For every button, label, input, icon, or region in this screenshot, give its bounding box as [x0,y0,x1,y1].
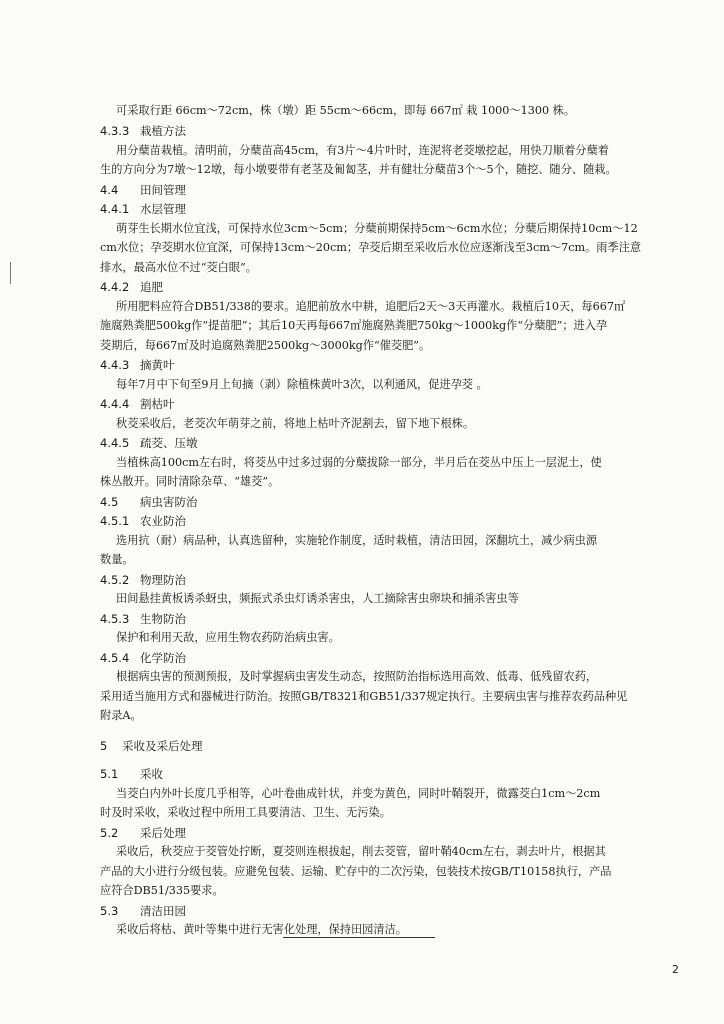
section-title: 摘黄叶 [140,358,175,373]
paragraph-line: 每年7月中下旬至9月上旬摘（剥）除植株黄叶3次，以利通风，促进孕茭 。 [116,377,488,391]
section-heading-4-4-2 [100,279,163,295]
section-number: 4.3.3 [100,124,130,139]
paragraph-line: 生的方向分为7墩～12墩，每小墩要带有老茎及匍匐茎，并有健壮分蘖苗3个～5个，随挖、随分、随栽。 [100,163,617,177]
section-title: 农业防治 [140,514,186,529]
section-heading-4-4 [100,182,186,198]
section-heading-4-4-1 [100,201,186,217]
section-number: 4.4 [100,182,119,197]
section-heading-5-2 [100,825,186,841]
section-title: 清洁田园 [140,903,186,918]
section-heading-4-4-5 [100,435,198,451]
section-heading-4-4-3 [100,357,175,373]
paragraph-line: 田间悬挂黄板诱杀蚜虫，频振式杀虫灯诱杀害虫，人工摘除害虫卵块和捕杀害虫等 [116,592,519,606]
paragraph-line: 排水，最高水位不过“茭白眼”。 [100,260,257,274]
paragraph-line: 当植株高100cm左右时，将茭丛中过多过弱的分蘖拔除一部分，半月后在茭丛中压上一层泥土，使 [116,455,602,469]
section-heading-4-5-4 [100,650,186,666]
paragraph-line: 根据病虫害的预测预报，及时掌握病虫害发生动态，按照防治指标选用高效、低毒、低残留农药， [116,670,598,684]
paragraph-line: 产品的大小进行分级包装。应避免包装、运输、贮存中的二次污染，包装技术按GB/T10158执行，产品 [100,864,612,878]
section-number: 5 [100,739,108,754]
section-number: 5.3 [100,903,119,918]
section-title: 采后处理 [140,825,186,840]
paragraph-line: 采用适当施用方式和器械进行防治。按照GB/T8321和GB51/337规定执行。主要病虫害与推荐农药品种见 [100,689,628,703]
section-title: 化学防治 [140,650,186,665]
section-number: 5.1 [100,767,119,781]
page-number: 2 [672,963,679,976]
section-number: 5.2 [100,825,119,840]
section-heading-5-1 [100,766,163,782]
scan-mark [10,262,11,284]
paragraph-line: 选用抗（耐）病品种，认真选留种，实施轮作制度，适时栽植，清洁田园，深翻坑土，减少病虫源 [116,533,598,547]
section-title: 疏茭、压墩 [140,436,198,451]
section-heading-4-4-4 [100,396,175,412]
paragraph-line: 所用肥料应符合DB51/338的要求。追肥前放水中耕，追肥后2天～3天再灌水。栽植后10天，每667㎡ [116,299,626,313]
section-heading-4-3-3 [100,123,186,139]
section-number: 4.4.4 [100,397,130,412]
paragraph-line: 采收后将枯、黄叶等集中进行无害化处理，保持田园清洁。 [116,923,407,936]
section-title: 水层管理 [140,202,186,217]
section-number: 4.5.4 [100,650,130,665]
section-number: 4.4.3 [100,358,130,373]
section-number: 4.5 [100,494,119,509]
section-heading-4-5-3 [100,611,186,627]
section-heading-4-5 [100,494,198,510]
section-title: 采收及采后处理 [122,739,203,754]
paragraph-line: 可采取行距 66cm～72cm，株（墩）距 55cm～66cm，即每 667㎡ 栽 1000～1300 株。 [116,104,576,117]
paragraph-line: 保护和利用天敌，应用生物农药防治病虫害。 [116,631,340,645]
section-title: 割枯叶 [140,397,175,412]
section-title: 追肥 [140,280,163,295]
section-title: 采收 [140,767,163,781]
paragraph-line: 用分蘖苗栽植。清明前，分蘖苗高45cm，有3片～4片叶时，连泥将老茭墩挖起，用快刀顺着分蘖着 [116,143,609,157]
paragraph-line: 萌芽生长期水位宜浅，可保持水位3cm～5cm；分蘖前期保持5cm～6cm水位；分蘖后期保持10cm～12 [116,221,638,235]
paragraph-line: 时及时采收，采收过程中所用工具要清洁、卫生、无污染。 [100,806,391,819]
paragraph-line: 施腐熟粪肥500kg作“提苗肥”；其后10天再每667㎡施腐熟粪肥750kg～1000kg作“分蘖肥”；进入孕 [100,319,608,333]
section-number: 4.4.2 [100,280,130,295]
paragraph-line: 附录A。 [100,709,142,723]
paragraph-line: cm水位；孕茭期水位宜深，可保持13cm～20cm；孕茭后期至采收后水位应逐渐浅至3cm～7cm。雨季注意 [100,241,642,255]
section-number: 4.4.1 [100,202,130,217]
section-heading-5 [100,738,203,754]
section-title: 生物防治 [140,611,186,626]
paragraph-line: 株丛散开。同时清除杂草、“雄茭”。 [100,475,280,489]
section-title: 田间管理 [140,182,186,197]
paragraph-line: 数量。 [100,553,134,567]
section-title: 物理防治 [140,572,186,587]
section-number: 4.5.1 [100,514,130,529]
paragraph-line: 茭期后，每667㎡及时追腐熟粪肥2500kg～3000kg作“催茭肥”。 [100,338,431,352]
paragraph-line: 采收后，秋茭应于茭管处拧断，夏茭则连根拔起，削去茭管，留叶鞘40cm左右，剥去叶片，根据其 [116,845,606,858]
section-number: 4.4.5 [100,436,130,451]
paragraph-line: 应符合DB51/335要求。 [100,884,224,897]
section-number: 4.5.2 [100,572,130,587]
section-title: 病虫害防治 [140,494,198,509]
paragraph-line: 秋茭采收后，老茭次年萌芽之前，将地上枯叶齐泥割去，留下地下根株。 [116,416,475,430]
paragraph-line: 当茭白内外叶长度几乎相等，心叶卷曲成针状，并变为黄色，同时叶鞘裂开，微露茭白1cm～2cm [116,786,601,800]
section-number: 4.5.3 [100,611,130,626]
section-title: 栽植方法 [140,124,186,139]
end-rule [283,937,435,938]
section-heading-4-5-1 [100,513,186,529]
section-heading-4-5-2 [100,572,186,588]
section-heading-5-3 [100,903,186,919]
